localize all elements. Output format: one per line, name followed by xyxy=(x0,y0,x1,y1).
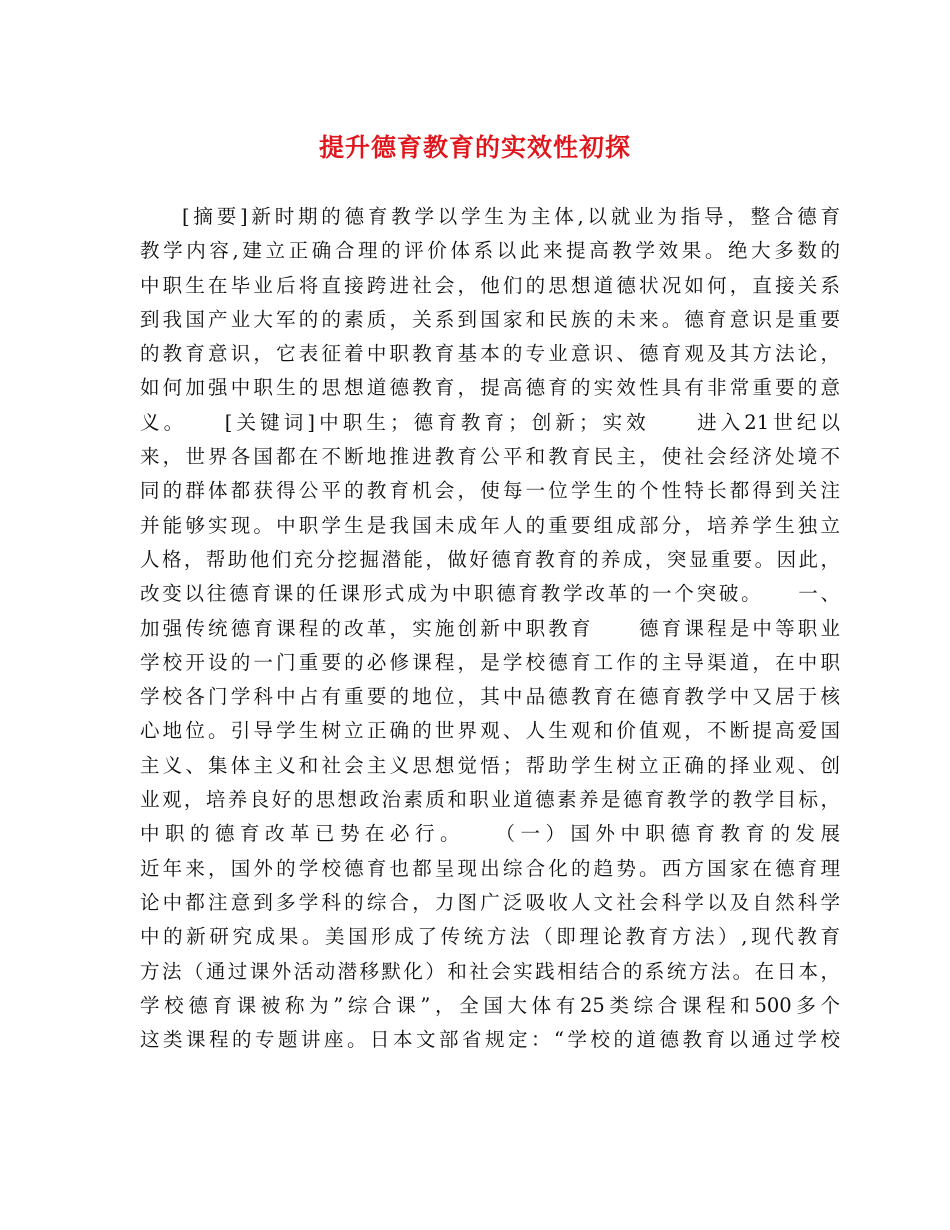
body-line: 如何加强中职生的思想道德教育，提高德育的实效性具有非常重要的意 xyxy=(140,376,840,400)
body-line: 来，世界各国都在不断地推进教育公平和教育民主，使社会经济处境不 xyxy=(140,445,840,469)
body-line: 中职的德育改革已势在必行。 （一）国外中职德育教育的发展 xyxy=(140,822,840,846)
document-title: 提升德育教育的实效性初探 xyxy=(318,133,631,162)
body-line: [摘要]新时期的德育教学以学生为主体,以就业为指导，整合德育 xyxy=(182,205,840,228)
body-line: 中的新研究成果。美国形成了传统方法（即理论教育方法）,现代教育 xyxy=(140,925,840,949)
body-line: 方法（通过课外活动潜移默化）和社会实践相结合的系统方法。在日本， xyxy=(140,959,840,983)
body-line: 学校德育课被称为”综合课”，全国大体有25类综合课程和500多个 xyxy=(140,993,840,1017)
body-line: 并能够实现。中职学生是我国未成年人的重要组成部分，培养学生独立 xyxy=(140,513,840,537)
body-line: 的教育意识，它表征着中职教育基本的专业意识、德育观及其方法论， xyxy=(140,342,840,366)
body-line: 到我国产业大军的的素质，关系到国家和民族的未来。德育意识是重要 xyxy=(140,307,840,331)
body-line: 论中都注意到多学科的综合，力图广泛吸收人文社会科学以及自然科学 xyxy=(140,890,840,914)
body-line: 加强传统德育课程的改革，实施创新中职教育 德育课程是中等职业 xyxy=(140,616,840,640)
body-line: 这类课程的专题讲座。日本文部省规定：“学校的道德教育以通过学校 xyxy=(140,1028,840,1052)
body-line: 学校各门学科中占有重要的地位，其中品德教育在德育教学中又居于核 xyxy=(140,685,840,709)
body-line: 近年来，国外的学校德育也都呈现出综合化的趋势。西方国家在德育理 xyxy=(140,856,840,880)
body-line: 心地位。引导学生树立正确的世界观、人生观和价值观，不断提高爱国 xyxy=(140,719,840,743)
body-line: 人格，帮助他们充分挖掘潜能，做好德育教育的养成，突显重要。因此， xyxy=(140,547,840,571)
document-body xyxy=(140,200,840,1057)
body-line: 中职生在毕业后将直接跨进社会，他们的思想道德状况如何，直接关系 xyxy=(140,273,840,297)
body-line: 同的群体都获得公平的教育机会，使每一位学生的个性特长都得到关注 xyxy=(140,479,840,503)
body-line: 学校开设的一门重要的必修课程，是学校德育工作的主导渠道，在中职 xyxy=(140,650,840,674)
body-line: 业观，培养良好的思想政治素质和职业道德素养是德育教学的教学目标， xyxy=(140,788,840,812)
body-line: 主义、集体主义和社会主义思想觉悟；帮助学生树立正确的择业观、创 xyxy=(140,753,840,777)
body-line: 改变以往德育课的任课形式成为中职德育教学改革的一个突破。 一、 xyxy=(140,582,840,606)
body-line: 义。 [关键词]中职生；德育教育；创新；实效 进入21世纪以 xyxy=(140,410,840,434)
body-line: 教学内容,建立正确合理的评价体系以此来提高教学效果。绝大多数的 xyxy=(140,239,840,263)
